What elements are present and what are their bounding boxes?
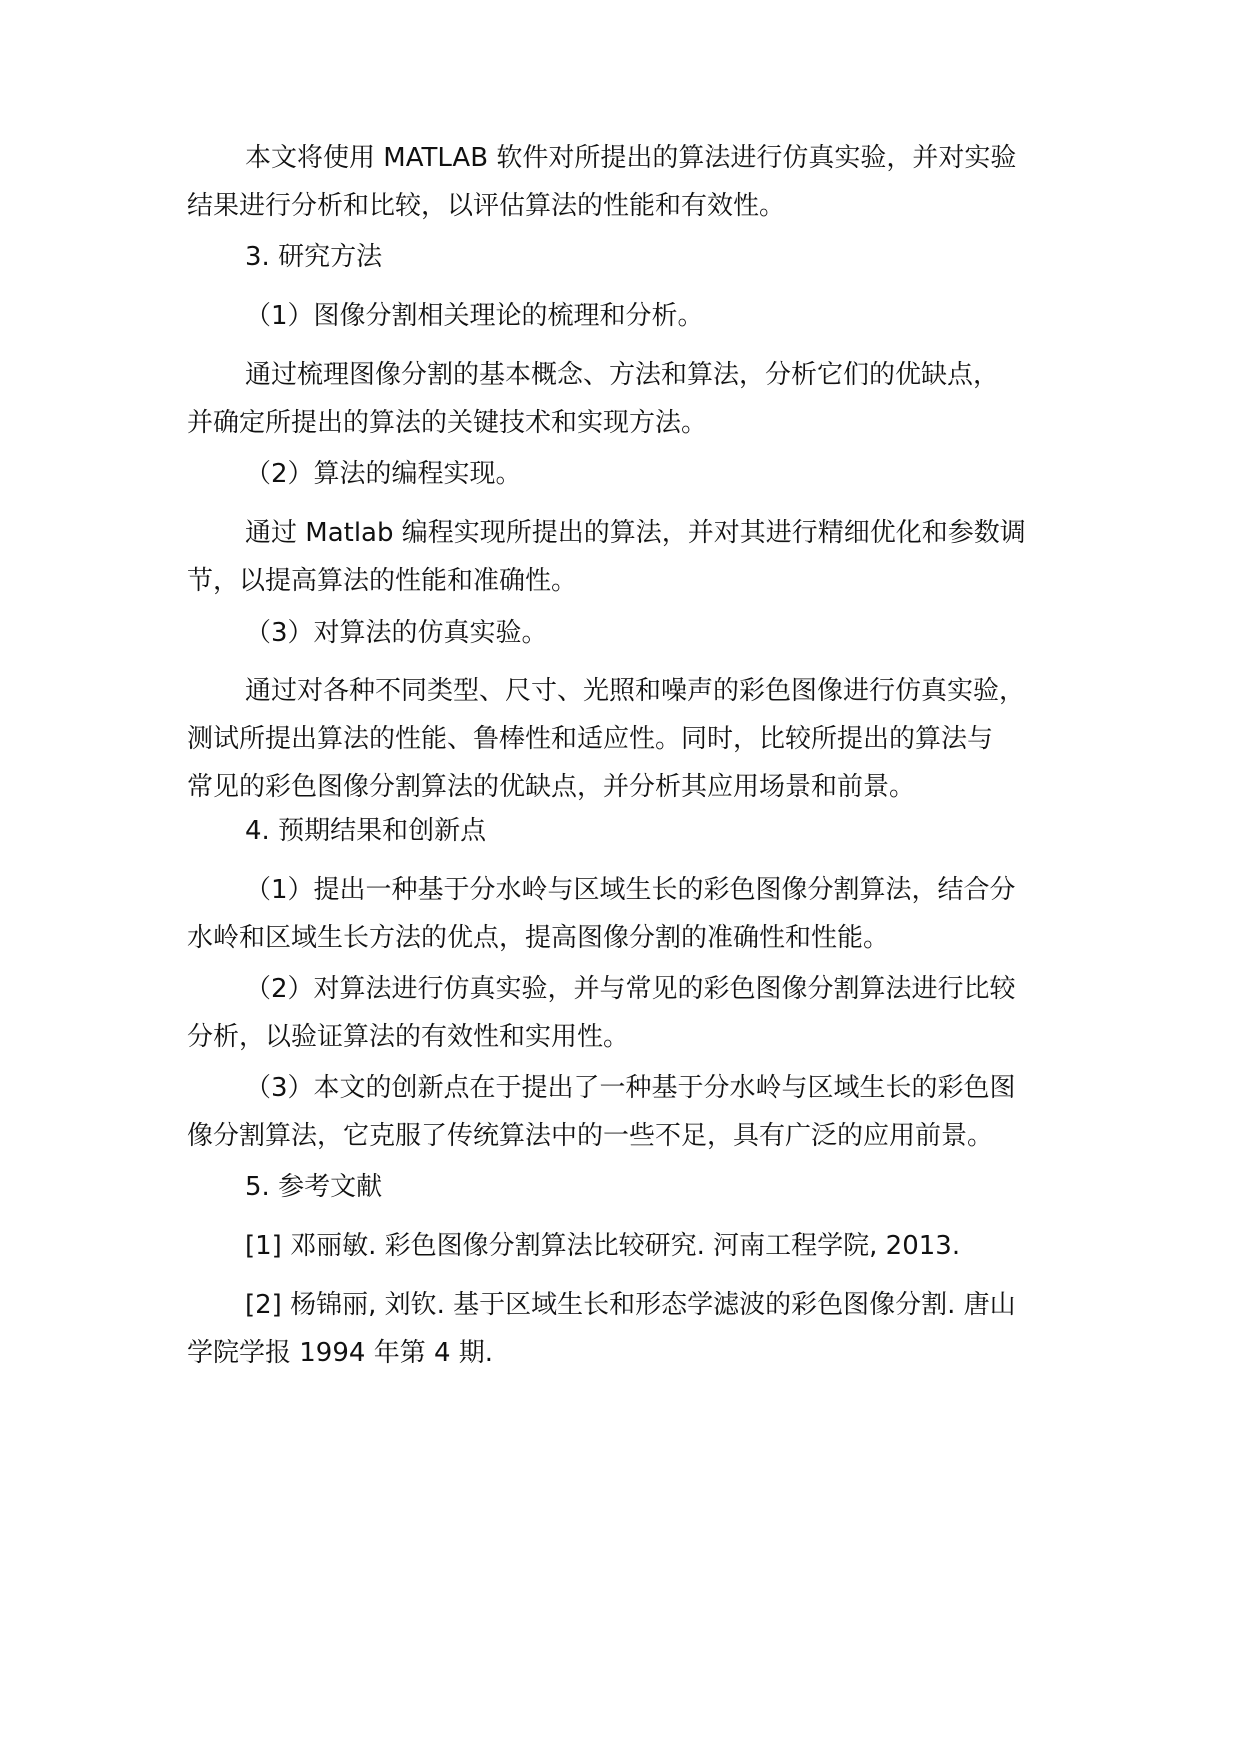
- reference-line: [1] 邓丽敏. 彩色图像分割算法比较研究. 河南工程学院, 2013.: [245, 1231, 961, 1261]
- section-heading: 4. 预期结果和创新点: [245, 816, 487, 846]
- text-line: （2）对算法进行仿真实验，并与常见的彩色图像分割算法进行比较: [245, 974, 1016, 1004]
- text-line: 常见的彩色图像分割算法的优缺点，并分析其应用场景和前景。: [187, 772, 916, 802]
- result-item-2: [187, 965, 1087, 1061]
- matlab-experiment-paragraph: [187, 134, 1087, 230]
- programming-paragraph: [187, 509, 1087, 605]
- text-line: 像分割算法，它克服了传统算法中的一些不足，具有广泛的应用前景。: [187, 1121, 994, 1151]
- text-line: 测试所提出算法的性能、鲁棒性和适应性。同时，比较所提出的算法与: [187, 724, 994, 754]
- subheading-simulation: [187, 609, 1087, 657]
- text-line: 通过 Matlab 编程实现所提出的算法，并对其进行精细优化和参数调: [245, 518, 1026, 548]
- text-line: （3）本文的创新点在于提出了一种基于分水岭与区域生长的彩色图: [245, 1073, 1016, 1103]
- text-line: 通过梳理图像分割的基本概念、方法和算法，分析它们的优缺点，: [245, 360, 1000, 390]
- simulation-paragraph: [187, 667, 1087, 811]
- heading-references: [187, 1163, 1087, 1211]
- text-line: 节，以提高算法的性能和准确性。: [187, 566, 578, 596]
- heading-expected-results: [187, 807, 1087, 855]
- reference-1: [187, 1222, 1087, 1270]
- theory-review-paragraph: [187, 351, 1087, 447]
- section-heading: 5. 参考文献: [245, 1172, 383, 1202]
- subsection-heading: （3）对算法的仿真实验。: [245, 618, 548, 648]
- text-line: 结果进行分析和比较，以评估算法的性能和有效性。: [187, 191, 786, 221]
- text-line: 并确定所提出的算法的关键技术和实现方法。: [187, 408, 708, 438]
- text-line: 水岭和区域生长方法的优点，提高图像分割的准确性和性能。: [187, 923, 890, 953]
- text-line: 分析，以验证算法的有效性和实用性。: [187, 1022, 630, 1052]
- subsection-heading: （1）图像分割相关理论的梳理和分析。: [245, 301, 704, 331]
- reference-line: [2] 杨锦丽, 刘钦. 基于区域生长和形态学滤波的彩色图像分割. 唐山: [245, 1290, 1016, 1320]
- subheading-theory-review: [187, 292, 1087, 340]
- subsection-heading: （2）算法的编程实现。: [245, 459, 522, 489]
- heading-research-methods: [187, 233, 1087, 281]
- reference-line: 学院学报 1994 年第 4 期.: [187, 1338, 494, 1368]
- result-item-1: [187, 866, 1087, 962]
- result-item-3: [187, 1064, 1087, 1160]
- text-line: 通过对各种不同类型、尺寸、光照和噪声的彩色图像进行仿真实验，: [245, 676, 1026, 706]
- subheading-programming: [187, 450, 1087, 498]
- text-line: 本文将使用 MATLAB 软件对所提出的算法进行仿真实验，并对实验: [245, 143, 1017, 173]
- reference-2: [187, 1281, 1087, 1377]
- text-line: （1）提出一种基于分水岭与区域生长的彩色图像分割算法，结合分: [245, 875, 1016, 905]
- section-heading: 3. 研究方法: [245, 242, 383, 272]
